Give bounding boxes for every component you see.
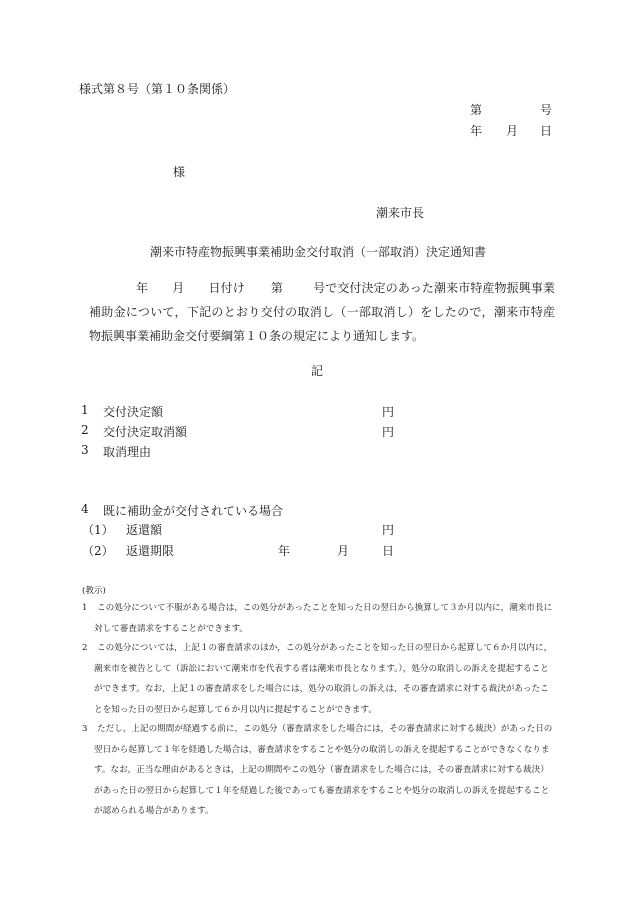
item-label: 取消理由 bbox=[103, 445, 152, 459]
refund-amount-num: （1） bbox=[82, 523, 114, 537]
refund-deadline-year: 年 bbox=[278, 544, 291, 558]
item-label: 交付決定額 bbox=[103, 405, 164, 419]
body-day-given: 日付け bbox=[208, 281, 245, 295]
body-text-start: 号で交付決定のあった潮来市特産物振興事 bbox=[313, 281, 543, 295]
body-paragraph bbox=[89, 276, 555, 348]
refund-deadline-num: （2） bbox=[82, 544, 114, 558]
item-label: 交付決定取消額 bbox=[103, 425, 188, 439]
item-unit: 円 bbox=[382, 425, 395, 439]
refund-deadline-month: 月 bbox=[337, 544, 350, 558]
note-text: ただし，上記の期間が経過する前に，この処分（審査請求をした場合には，その審査請求に対する裁決）があった日の翌日から起算して１年を経過した場合は，審査請求をすることや処分の取消しの訴えを提起することができなくなります。なお，正当な理由があるときは，上記の期間やこの処分（審査請求をした場合には，その審査請求に対する裁決）があった日の翌日から起算して１年を経過した後であっても審査請求をすることや処分の取消しの訴えを提起することが認められる場合があります。 bbox=[94, 724, 553, 816]
refund-amount-label: 返還額 bbox=[126, 523, 163, 537]
section4-num: 4 bbox=[81, 502, 89, 516]
date-month: 月 bbox=[506, 124, 519, 138]
item-num: 3 bbox=[81, 443, 89, 457]
body-year: 年 bbox=[136, 281, 149, 295]
note-num: 1 bbox=[82, 603, 88, 613]
date-day: 日 bbox=[540, 124, 553, 138]
notes-heading: (教示) bbox=[82, 586, 106, 596]
note-text: この処分について不服がある場合は，この処分があったことを知った日の翌日から換算して３か月以内に，潮来市長に対して審査請求をすることができます。 bbox=[94, 603, 553, 634]
item-num: 1 bbox=[81, 403, 89, 417]
date-year: 年 bbox=[470, 124, 483, 138]
body-no-prefix: 第 bbox=[270, 281, 284, 295]
ki-label: 記 bbox=[311, 364, 324, 378]
addressee-suffix: 様 bbox=[173, 165, 186, 179]
note-text: この処分については，上記１の審査請求のほか，この処分があったことを知った日の翌日から起算して６か月以内に，潮来市を被告として（訴訟において潮来市を代表する者は潮来市長となります。），処分の取消しの訴えを提起することができます。なお，上記１の審査請求をした場合には，処分の取消しの訴えは，その審査請求に対する裁決があったことを知った日の翌日から起算して６か月以内に提起することができます。 bbox=[94, 643, 553, 715]
refund-deadline-day: 日 bbox=[382, 544, 395, 558]
refund-deadline-label: 返還期限 bbox=[126, 544, 175, 558]
refund-amount-unit: 円 bbox=[382, 523, 395, 537]
doc-number-prefix: 第 bbox=[470, 103, 483, 117]
form-label: 様式第８号（第１０条関係） bbox=[79, 82, 236, 96]
item-num: 2 bbox=[81, 423, 89, 437]
section4-heading: 既に補助金が交付されている場合 bbox=[103, 504, 284, 518]
note-num: 3 bbox=[82, 724, 88, 734]
body-month: 月 bbox=[172, 281, 185, 295]
note-num: 2 bbox=[82, 643, 88, 653]
issuer: 潮来市長 bbox=[376, 206, 425, 220]
item-unit: 円 bbox=[382, 405, 395, 419]
document-title: 潮来市特産物振興事業補助金交付取消（一部取消）決定通知書 bbox=[150, 245, 487, 259]
body-text-rest: 業補助金について，下記のとおり交付の取消し（一部取消し）をしたので，潮来市特産物振興事業補助金交付要綱第１０条の規定により通知します。 bbox=[89, 281, 555, 343]
doc-number-suffix: 号 bbox=[540, 103, 553, 117]
